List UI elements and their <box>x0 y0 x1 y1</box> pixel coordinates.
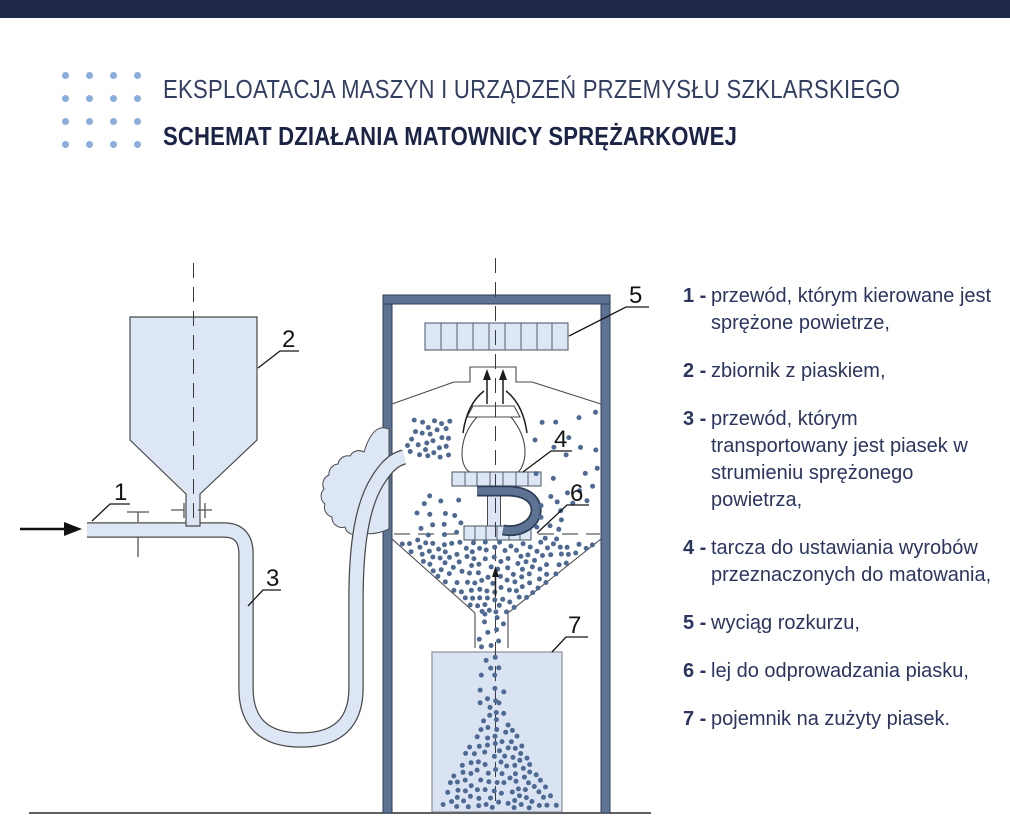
legend-text: przewód, którym kierowane jest sprężone powietrze, <box>711 285 992 334</box>
callout-6: 6 <box>570 480 584 507</box>
glass-vase <box>462 406 525 472</box>
callout-1: 1 <box>114 479 128 506</box>
legend-number: 3 - <box>683 408 707 430</box>
legend-number: 6 - <box>683 660 707 682</box>
callout-5: 5 <box>629 282 643 309</box>
legend <box>683 283 999 733</box>
callout-2: 2 <box>282 326 296 353</box>
legend-text: zbiornik z piaskiem, <box>711 360 886 382</box>
legend-item-7 <box>683 706 999 733</box>
legend-number: 7 - <box>683 708 707 730</box>
legend-text: lej do odprowadzania piasku, <box>711 660 969 682</box>
legend-number: 2 - <box>683 360 707 382</box>
legend-text: tarcza do ustawiania wyrobów przeznaczonych do matowania, <box>711 537 992 586</box>
course-eyebrow-title: EKSPLOATACJA MASZYN I URZĄDZEŃ PRZEMYSŁU SZKLARSKIEGO <box>163 74 901 104</box>
dust-extractor-grid <box>425 323 568 350</box>
legend-number: 4 - <box>683 537 707 559</box>
legend-number: 5 - <box>683 612 707 634</box>
legend-item-1 <box>683 283 999 337</box>
legend-text: przewód, którym transportowany jest piasek w strumieniu sprężonego powietrza, <box>711 408 968 511</box>
legend-text: wyciąg rozkurzu, <box>711 612 860 634</box>
callout-3: 3 <box>266 565 280 592</box>
legend-item-3 <box>683 406 999 514</box>
page-title: SCHEMAT DZIAŁANIA MATOWNICY SPRĘŻARKOWEJ <box>163 121 738 151</box>
legend-item-4 <box>683 535 999 589</box>
legend-item-2 <box>683 358 999 385</box>
inlet-air-arrow <box>20 522 82 536</box>
callout-7: 7 <box>568 612 582 639</box>
legend-item-6 <box>683 658 999 685</box>
air-hood <box>392 367 601 404</box>
legend-number: 1 - <box>683 285 707 307</box>
legend-item-5 <box>683 610 999 637</box>
callout-4: 4 <box>554 426 568 453</box>
legend-text: pojemnik na zużyty piasek. <box>711 708 951 730</box>
nozzle-tube <box>477 491 536 531</box>
